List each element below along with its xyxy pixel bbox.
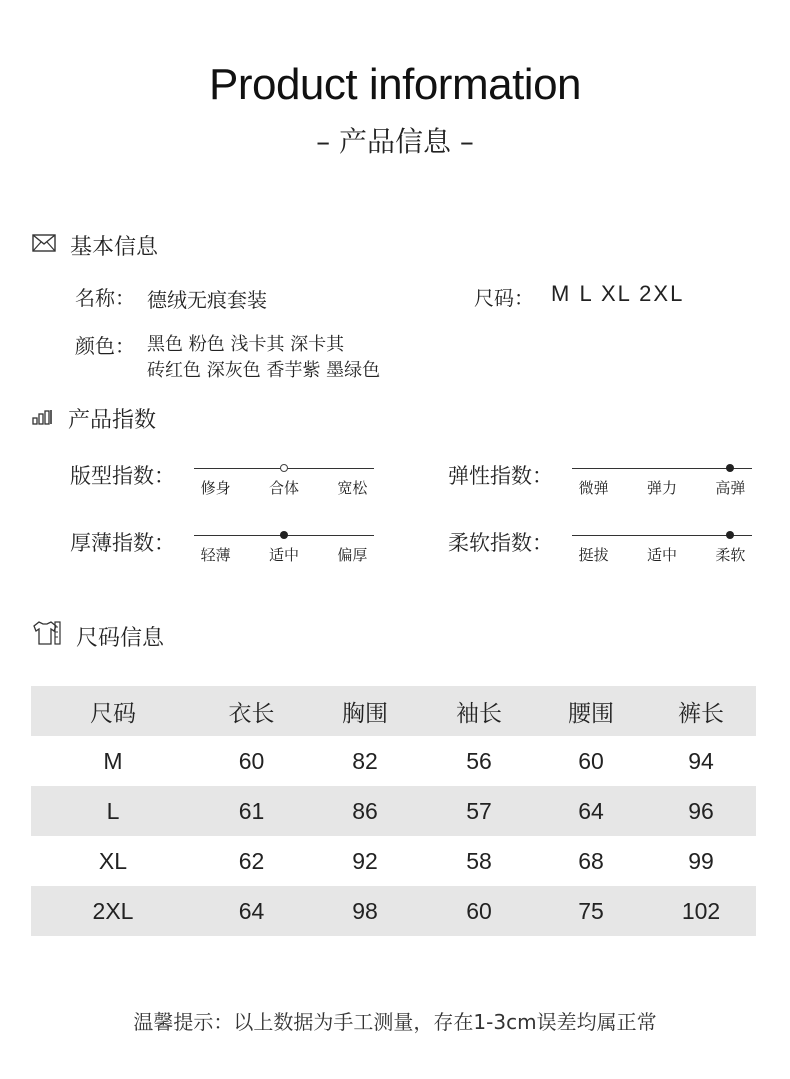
index-scale [572,527,752,567]
table-cell: 57 [466,797,492,824]
index-tick-label: 挺拔 [578,546,609,564]
table-cell: L [106,797,120,824]
table-row [31,886,756,936]
index-tick-label: 合体 [268,479,300,497]
table-cell: 61 [238,797,265,824]
size-table-header [31,686,756,736]
bar-chart-icon [32,406,68,431]
table-cell: 98 [352,897,378,924]
index-tick-label: 微弹 [578,479,609,497]
index-tick-label: 偏厚 [337,546,368,564]
index-scale-line [572,468,752,469]
size-table [31,686,756,936]
column-header: 胸围 [342,700,388,727]
table-cell: 99 [688,847,714,874]
index-label: 厚薄指数： [70,531,175,555]
product-index-title: 产品指数 [68,408,157,433]
index-scale [194,460,374,500]
envelope-icon [32,233,70,258]
color-label: 颜色： [75,334,135,358]
index-tick-label: 适中 [646,546,678,564]
index-tick-label: 高弹 [715,479,746,497]
size-label: 尺码： [474,286,534,310]
basic-info-title: 基本信息 [70,235,159,260]
shirt-ruler-icon [32,620,76,652]
column-header: 衣长 [228,700,275,727]
index-scale-line [572,535,752,536]
page-subtitle: – 产品信息 – [316,125,474,158]
table-cell: 94 [688,747,714,774]
page-title: Product information [208,60,582,109]
index-label: 柔软指数： [448,531,553,555]
index-scale [572,460,752,500]
table-cell: 60 [578,747,604,774]
index-tick-label: 适中 [268,546,300,564]
column-header: 裤长 [678,700,724,727]
color-values-line1: 黑色 粉色 浅卡其 深卡其 [147,334,345,355]
table-cell: 68 [578,847,604,874]
size-info-heading [32,620,164,652]
measurement-note: 温馨提示：以上数据为手工测量，存在1-3cm误差均属正常 [133,1010,657,1034]
index-tick-label: 修身 [200,479,231,497]
table-cell: 96 [688,797,714,824]
table-cell: 64 [578,797,604,824]
index-scale [194,527,374,567]
index-tick-label: 柔软 [715,546,746,564]
index-tick-label: 宽松 [337,479,368,497]
index-marker [280,464,288,472]
table-cell: 60 [238,747,265,774]
name-value: 德绒无痕套装 [147,288,267,312]
index-marker [726,464,734,472]
table-cell: 82 [352,747,378,774]
index-label: 版型指数： [70,464,175,488]
table-cell: 62 [238,847,265,874]
name-label: 名称： [75,286,135,310]
column-header: 腰围 [568,700,614,727]
basic-info-heading [32,230,158,261]
table-cell: XL [98,847,128,874]
table-cell: 75 [578,897,604,924]
table-cell: 86 [352,797,378,824]
table-cell: 58 [466,847,492,874]
size-info-title: 尺码信息 [76,625,165,651]
table-row [31,786,756,836]
table-cell: 64 [238,897,265,924]
table-cell: 60 [466,897,492,924]
index-tick-label: 弹力 [646,479,678,497]
table-cell: 92 [352,847,378,874]
color-values-line2: 砖红色 深灰色 香芋紫 墨绿色 [147,360,381,381]
index-marker [280,531,288,539]
table-cell: 56 [466,747,492,774]
size-value: M L XL 2XL [551,281,685,306]
column-header: 袖长 [456,700,502,727]
product-index-heading [32,403,156,434]
index-label: 弹性指数： [448,464,553,488]
table-row [31,836,756,886]
index-tick-label: 轻薄 [200,546,231,564]
index-marker [726,531,734,539]
column-header: 尺码 [90,700,136,727]
table-cell: 2XL [92,897,134,924]
table-cell: 102 [681,897,721,924]
table-cell: M [103,747,123,774]
table-row [31,736,756,786]
